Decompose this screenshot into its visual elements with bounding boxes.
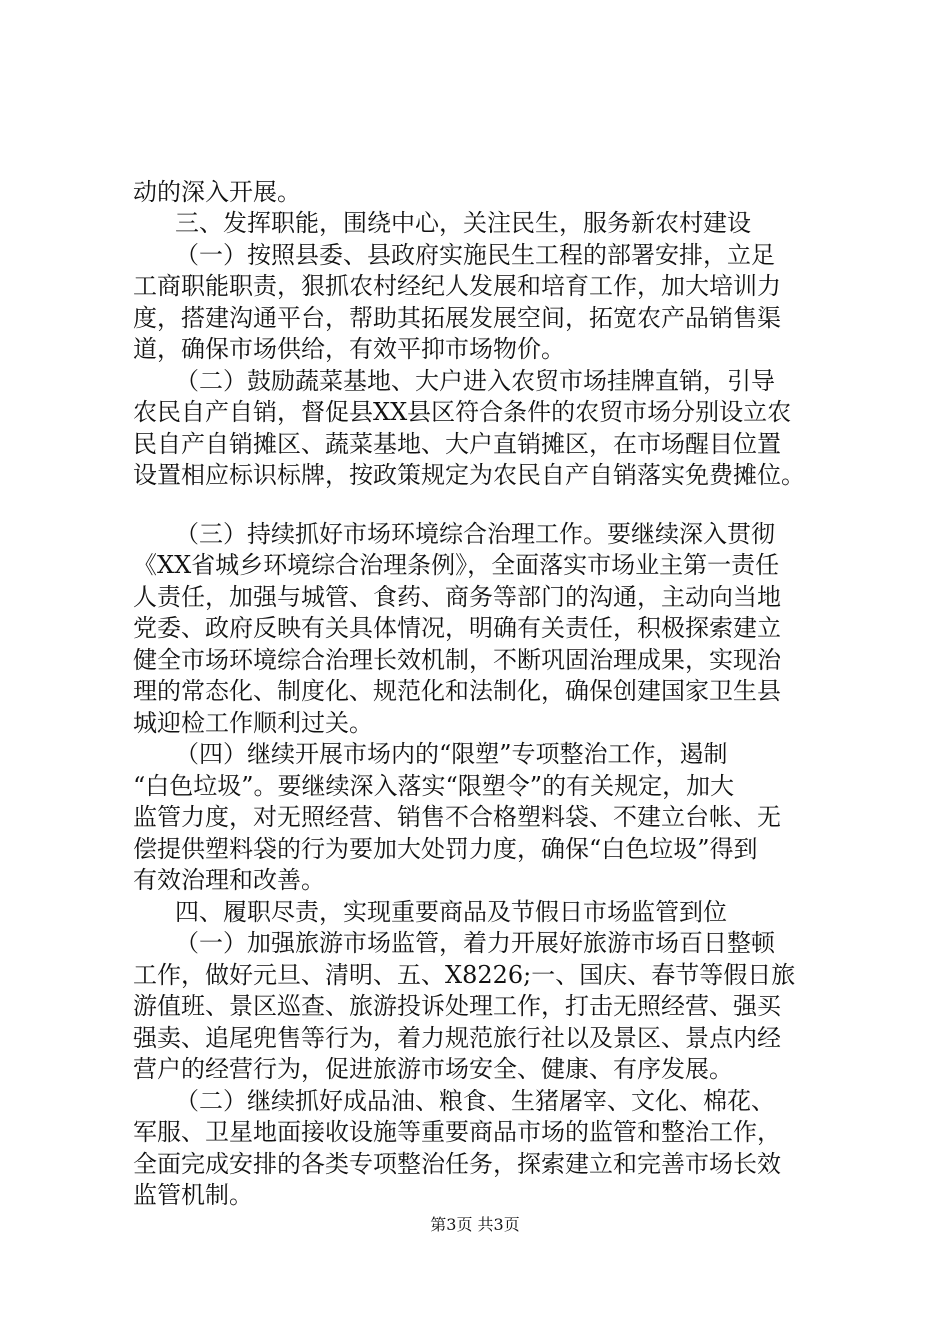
paragraph-line: （一）按照县委、县政府实施民生工程的部署安排，立足	[175, 241, 775, 269]
paragraph-line: 度，搭建沟通平台，帮助其拓展发展空间，拓宽农产品销售渠	[133, 304, 781, 332]
page-number-footer: 第3页 共3页	[430, 1215, 520, 1234]
paragraph-line: 全面完成安排的各类专项整治任务，探索建立和完善市场长效	[133, 1150, 781, 1178]
paragraph-line: 有效治理和改善。	[133, 866, 325, 894]
paragraph-line: （二）继续抓好成品油、粮食、生猪屠宰、文化、棉花、	[175, 1087, 775, 1115]
paragraph-line: 人责任，加强与城管、食药、商务等部门的沟通，主动向当地	[133, 583, 781, 611]
paragraph-line: 《XX省城乡环境综合治理条例》，全面落实市场业主第一责任	[133, 551, 780, 579]
paragraph-line: “白色垃圾”。要继续深入落实“限塑令”的有关规定，加大	[133, 772, 735, 800]
paragraph-line: 道，确保市场供给，有效平抑市场物价。	[133, 335, 565, 363]
paragraph-line: （三）持续抓好市场环境综合治理工作。要继续深入贯彻	[175, 520, 775, 548]
section-heading-4: 四、履职尽责，实现重要商品及节假日市场监管到位	[175, 898, 727, 926]
paragraph-line: 党委、政府反映有关具体情况，明确有关责任，积极探索建立	[133, 614, 781, 642]
paragraph-line: 营户的经营行为，促进旅游市场安全、健康、有序发展。	[133, 1055, 733, 1083]
paragraph-line: 城迎检工作顺利过关。	[133, 709, 373, 737]
paragraph-line: （二）鼓励蔬菜基地、大户进入农贸市场挂牌直销，引导	[175, 367, 775, 395]
paragraph-line: （一）加强旅游市场监管，着力开展好旅游市场百日整顿	[175, 929, 775, 957]
paragraph-line: 监管机制。	[133, 1181, 253, 1209]
paragraph-line: 游值班、景区巡查、旅游投诉处理工作，打击无照经营、强买	[133, 992, 781, 1020]
paragraph-line: 健全市场环境综合治理长效机制，不断巩固治理成果，实现治	[133, 646, 781, 674]
paragraph-line: （四）继续开展市场内的“限塑”专项整治工作，遏制	[175, 740, 728, 768]
paragraph-line: 工商职能职责，狠抓农村经纪人发展和培育工作，加大培训力	[133, 272, 781, 300]
paragraph-line: 监管力度，对无照经营、销售不合格塑料袋、不建立台帐、无	[133, 803, 781, 831]
section-heading-3: 三、发挥职能，围绕中心，关注民生，服务新农村建设	[175, 209, 751, 237]
paragraph-line: 理的常态化、制度化、规范化和法制化，确保创建国家卫生县	[133, 677, 781, 705]
paragraph-line: 工作，做好元旦、清明、五、X8226;一、国庆、春节等假日旅	[133, 961, 796, 989]
paragraph-line: 动的深入开展。	[133, 178, 301, 206]
paragraph-line: 民自产自销摊区、蔬菜基地、大户直销摊区，在市场醒目位置	[133, 430, 781, 458]
paragraph-line: 设置相应标识标牌，按政策规定为农民自产自销落实免费摊位。	[133, 461, 805, 489]
paragraph-line: 军服、卫星地面接收设施等重要商品市场的监管和整治工作，	[133, 1118, 781, 1146]
paragraph-line: 偿提供塑料袋的行为要加大处罚力度，确保“白色垃圾”得到	[133, 835, 758, 863]
paragraph-line: 强卖、追尾兜售等行为，着力规范旅行社以及景区、景点内经	[133, 1024, 781, 1052]
paragraph-line: 农民自产自销，督促县XX县区符合条件的农贸市场分别设立农	[133, 398, 792, 426]
